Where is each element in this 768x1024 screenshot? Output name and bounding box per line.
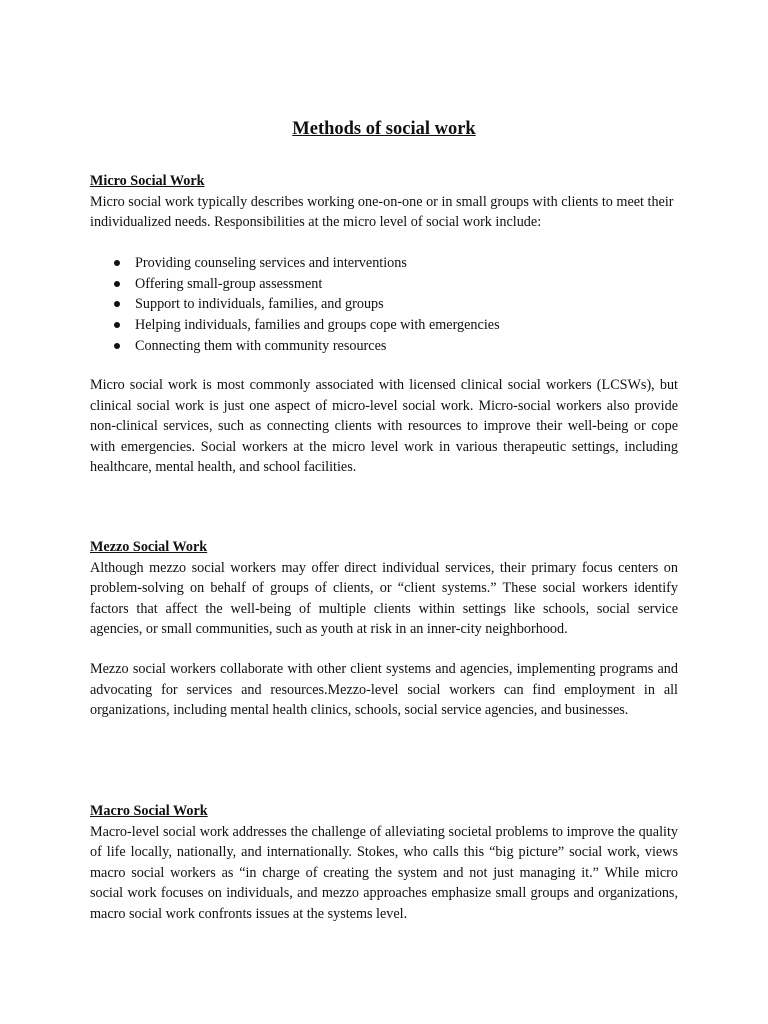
- macro-heading: Macro Social Work: [90, 803, 208, 819]
- mezzo-para-2: Mezzo social workers collaborate with other client systems and agencies, implementing programs and advocating for services and resources.Mezzo-level social workers can find employment in all organizations, including mental health clinics, schools, social service agencies, and businesses.: [90, 661, 678, 719]
- document-title: Methods of social work: [292, 119, 476, 139]
- mezzo-para-1: Although mezzo social workers may offer direct individual services, their primary focus centers on problem-solving on behalf of groups of clients, or “client systems.” These social workers identify factors that affect the well-being of multiple clients within settings like schools, social service agencies, or small communities, such as youth at risk in an inner-city neighborhood.: [90, 559, 678, 638]
- mezzo-section: [90, 537, 678, 640]
- mezzo-para-2-block: [90, 659, 678, 721]
- list-item: Offering small-group assessment: [90, 274, 678, 295]
- list-item: Helping individuals, families and groups cope with emergencies: [90, 315, 678, 336]
- bullet-dot-icon: [114, 322, 120, 328]
- micro-section: [90, 171, 678, 233]
- micro-body-block: [90, 375, 678, 478]
- bullet-dot-icon: [114, 260, 120, 266]
- macro-para-1: Macro-level social work addresses the challenge of alleviating societal problems to improve the quality of life locally, nationally, and internationally. Stokes, who calls this “big picture” social work, views macro social workers as “in charge of creating the system and not just managing it.” While micro social work focuses on individuals, and mezzo approaches emphasize small groups and organizations, macro social work confronts issues at the systems level.: [90, 823, 678, 922]
- bullet-dot-icon: [114, 343, 120, 349]
- micro-heading: Micro Social Work: [90, 173, 205, 189]
- bullet-dot-icon: [114, 301, 120, 307]
- mezzo-heading: Mezzo Social Work: [90, 539, 208, 555]
- micro-intro: Micro social work typically describes working one-on-one or in small groups with clients to meet their individualized needs. Responsibilities at the micro level of social work include:: [90, 193, 674, 231]
- micro-body: Micro social work is most commonly associated with licensed clinical social workers (LCSWs), but clinical social work is just one aspect of micro-level social work. Micro-social workers also provide non-clinical services, such as connecting clients with resources to improve their well-being or cope with emergencies. Social workers at the micro level work in various therapeutic settings, including healthcare, mental health, and school facilities.: [90, 377, 678, 476]
- bullet-dot-icon: [114, 281, 120, 287]
- list-item: Connecting them with community resources: [90, 336, 678, 357]
- list-item: Providing counseling services and interventions: [90, 253, 678, 274]
- list-item: Support to individuals, families, and groups: [90, 294, 678, 315]
- micro-responsibilities-list: [90, 253, 678, 357]
- macro-section: [90, 801, 678, 924]
- micro-bullets-block: [90, 253, 678, 357]
